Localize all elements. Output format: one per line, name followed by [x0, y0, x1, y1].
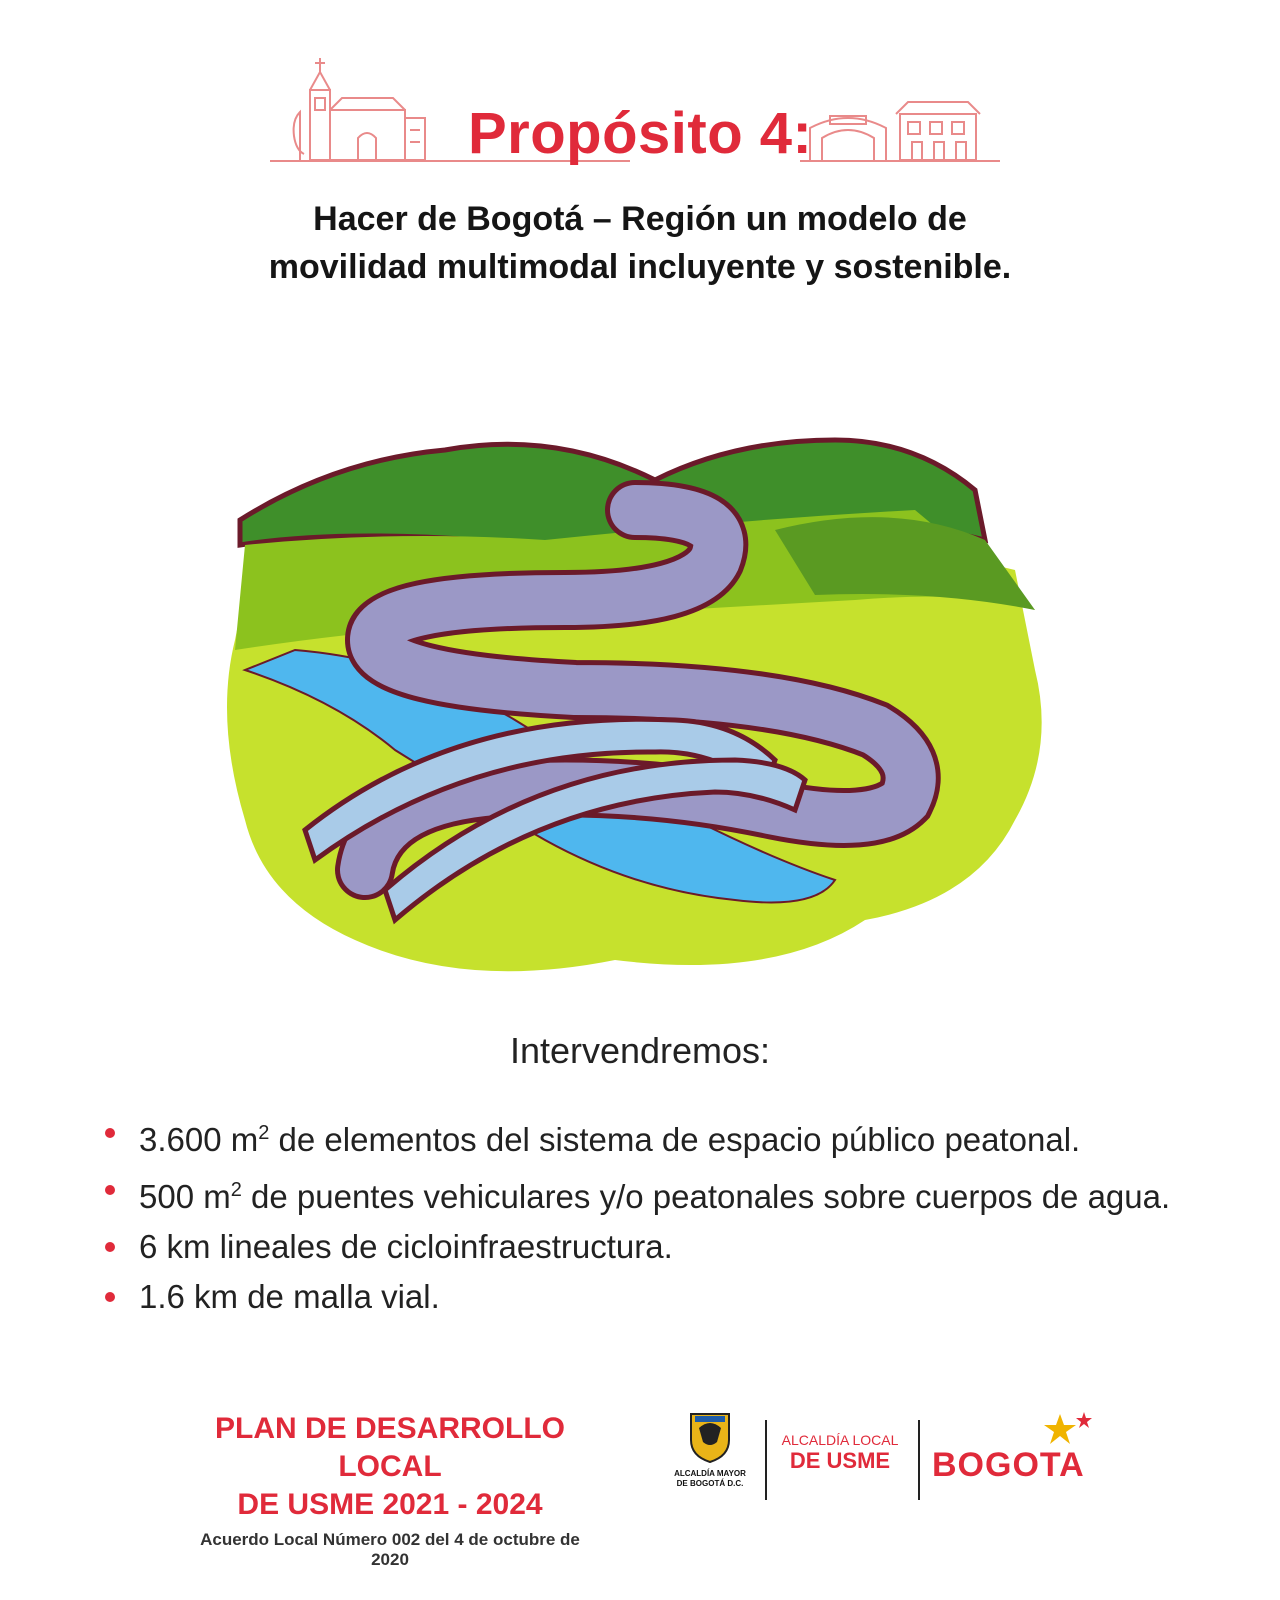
- page-subtitle: [200, 195, 1080, 291]
- subtitle-line-2: movilidad multimodal incluyente y sostenible.: [268, 248, 1012, 286]
- plan-title-line-1: PLAN DE DESARROLLO LOCAL: [214, 1412, 565, 1483]
- footer-divider: [765, 1420, 767, 1500]
- bullet-dot-icon: [105, 1185, 115, 1195]
- page-title: Propósito 4:: [468, 101, 813, 166]
- list-item: 3.600 $m^2$ de elementos del sistema de espacio público peatonal.: [105, 1108, 1225, 1165]
- coat-of-arms-icon: [687, 1410, 733, 1464]
- footer-logos: [660, 1410, 1100, 1510]
- church-icon: [270, 50, 430, 165]
- list-item: 6 km lineales de cicloinfraestructura.: [105, 1222, 1225, 1272]
- plan-agreement: Acuerdo Local Número 002 del 4 de octubre de 2020: [200, 1530, 580, 1569]
- intro-text: Intervendremos:: [509, 1030, 771, 1071]
- town-gate-and-house-icon: [800, 50, 1000, 165]
- alcaldia-local-logo: ALCALDÍA LOCAL DE USME: [781, 1432, 899, 1473]
- footer-divider: [918, 1420, 920, 1500]
- bullet-dot-icon: [105, 1292, 115, 1302]
- bogota-logo: BOGOTA: [930, 1410, 1090, 1510]
- mountain-road-bridge-river-illustration: [215, 420, 1075, 1020]
- subtitle-line-1: Hacer de Bogotá – Región un modelo de: [313, 200, 967, 238]
- stars-icon: [1040, 1410, 1100, 1450]
- list-item: 1.6 km de malla vial.: [105, 1272, 1225, 1322]
- interventions-list: [105, 1108, 1225, 1322]
- alcaldia-mayor-logo: ALCALDÍA MAYOR DE BOGOTÁ D.C.: [660, 1410, 760, 1489]
- plan-block: [180, 1410, 600, 1570]
- bullet-dot-icon: [105, 1128, 115, 1138]
- list-item: 500 $m^2$ de puentes vehiculares y/o peatonales sobre cuerpos de agua.: [105, 1165, 1225, 1222]
- plan-title-line-2: DE USME 2021 - 2024: [237, 1488, 543, 1521]
- bullet-dot-icon: [105, 1242, 115, 1252]
